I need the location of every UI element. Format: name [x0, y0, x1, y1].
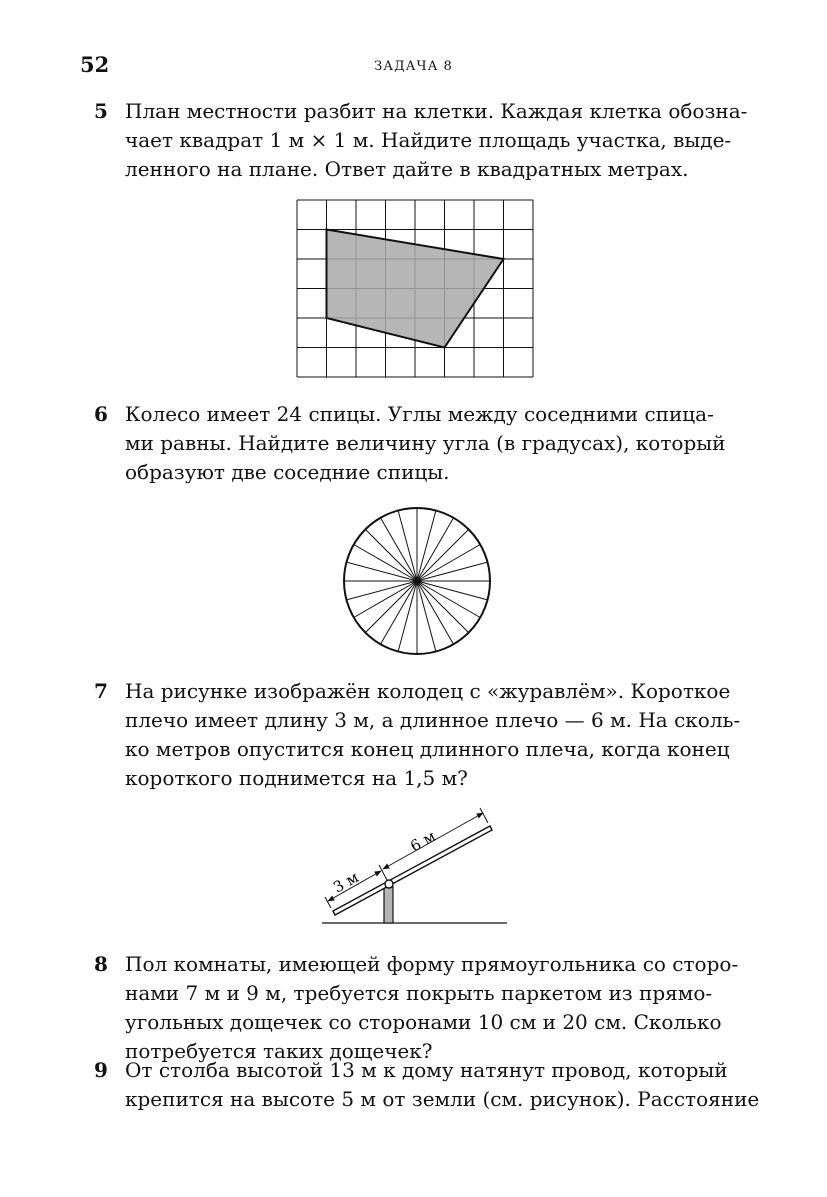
problem-text: [125, 97, 754, 184]
problem-8: [94, 950, 754, 1066]
text-line: угольных дощечек со сторонами 10 см и 20 см. Сколько: [125, 1010, 722, 1034]
dimension-extension: [325, 897, 331, 908]
dimension-extension: [480, 808, 488, 823]
problem-5: [94, 97, 754, 184]
text-line: На рисунке изображён колодец с «журавлём». Короткое: [125, 679, 731, 703]
problem-7: [94, 677, 754, 793]
problem-text: [125, 677, 754, 793]
problem-text: [125, 400, 754, 487]
text-line: От столба высотой 13 м к дому натянут провод, который: [125, 1058, 728, 1082]
problem-number: 9: [94, 1058, 108, 1082]
text-line: ми равны. Найдите величину угла (в градусах), который: [125, 431, 726, 455]
problem-9: [94, 1056, 760, 1114]
text-line: нами 7 м и 9 м, требуется покрыть паркетом из прямо-: [125, 981, 713, 1005]
shaded-plot: [327, 230, 504, 348]
short-arm-label: 3 м: [330, 868, 362, 897]
wheel-spoke: [398, 581, 417, 652]
text-line: ленного на плане. Ответ дайте в квадратных метрах.: [125, 157, 689, 181]
text-line: крепится на высоте 5 м от земли (см. рисунок). Расстояние: [125, 1087, 760, 1111]
text-line: потребуется таких дощечек?: [125, 1039, 433, 1063]
well-sweep-figure: [300, 795, 520, 930]
problem-text: [125, 1056, 760, 1114]
text-line: чает квадрат 1 м × 1 м. Найдите площадь участка, выде-: [125, 128, 732, 152]
wheel-figure: [340, 504, 494, 658]
problem-6: [94, 400, 754, 487]
text-line: плечо имеет длину 3 м, а длинное плечо — 6 м. На сколь-: [125, 708, 741, 732]
text-line: Пол комнаты, имеющей форму прямоугольника со сторо-: [125, 952, 739, 976]
text-line: Колесо имеет 24 спицы. Углы между соседними спица-: [125, 402, 714, 426]
text-line: короткого поднимется на 1,5 м?: [125, 766, 468, 790]
running-head: ЗАДАЧА 8: [374, 59, 453, 74]
text-line: План местности разбит на клетки. Каждая клетка обозна-: [125, 99, 748, 123]
problem-number: 7: [94, 679, 108, 703]
problem-text: [125, 950, 754, 1066]
wheel-spoke: [398, 510, 417, 581]
wheel-spoke: [417, 510, 436, 581]
problem-number: 5: [94, 99, 108, 123]
sweep-post: [384, 887, 393, 923]
wheel-spoke: [346, 581, 417, 600]
problem-number: 6: [94, 402, 108, 426]
wheel-spoke: [417, 581, 488, 600]
wheel-spoke: [417, 581, 436, 652]
wheel-spoke: [417, 562, 488, 581]
page-number: 52: [80, 52, 110, 77]
grid-plan-figure: [296, 199, 538, 383]
long-arm-label: 6 м: [407, 827, 439, 856]
text-line: образуют две соседние спицы.: [125, 460, 450, 484]
problem-number: 8: [94, 952, 108, 976]
text-line: ко метров опустится конец длинного плеча, когда конец: [125, 737, 730, 761]
pivot-icon: [385, 880, 393, 888]
wheel-spoke: [346, 562, 417, 581]
